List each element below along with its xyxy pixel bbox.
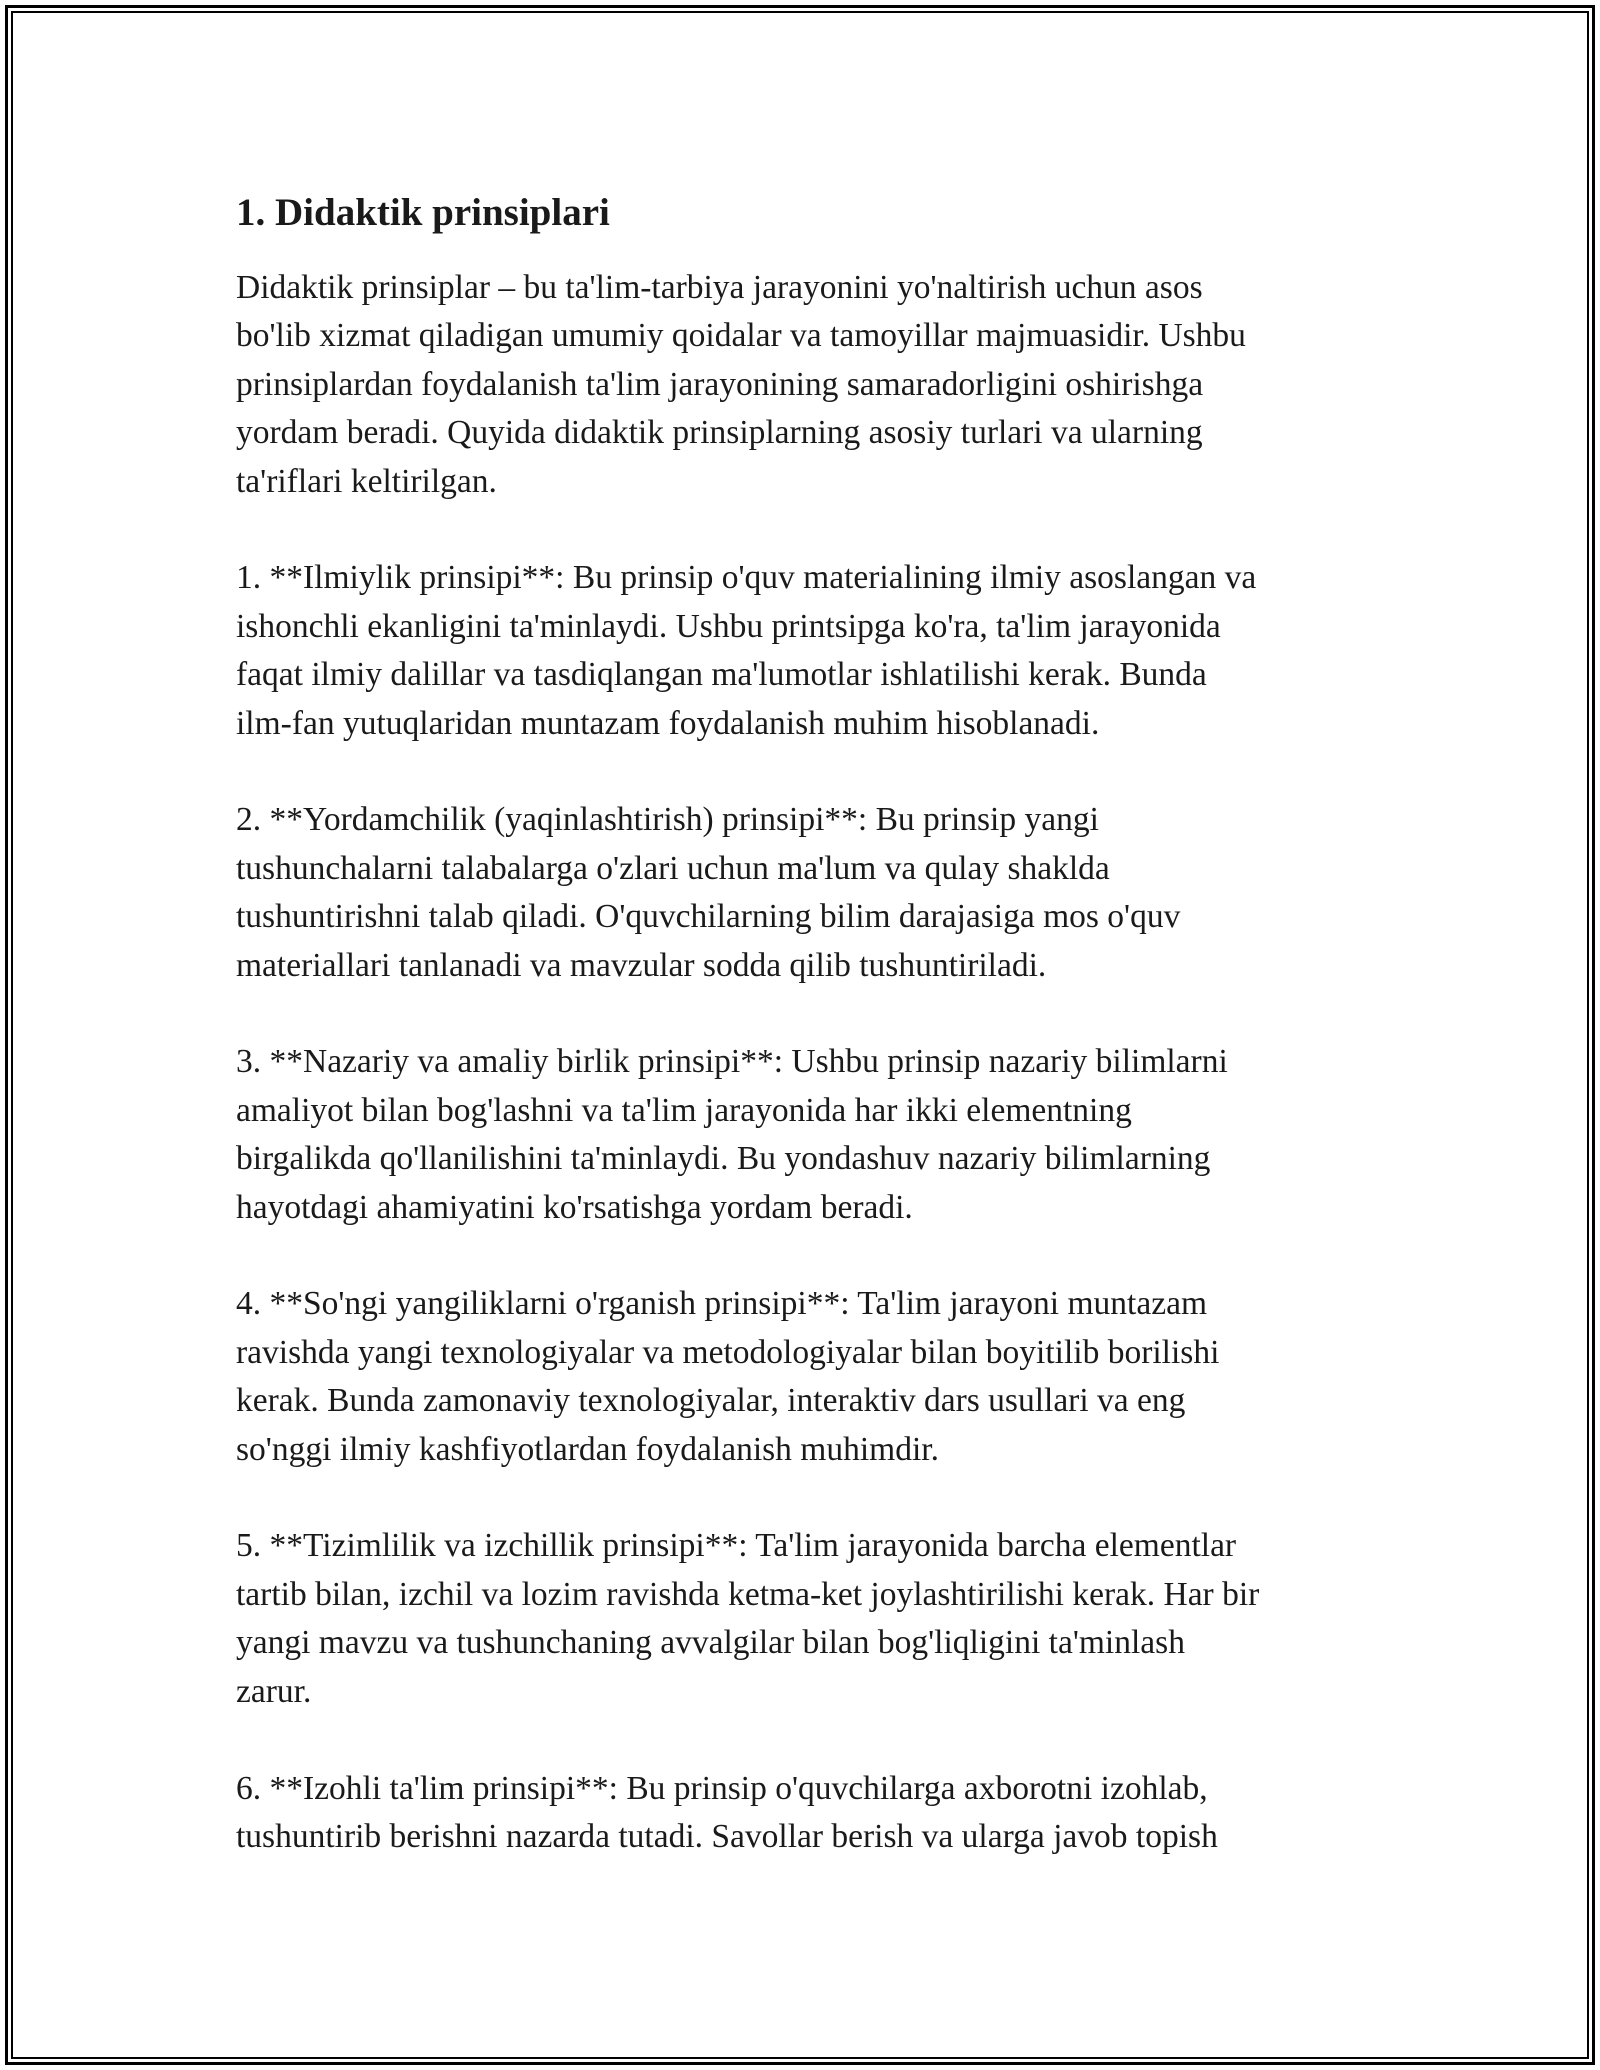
- principle-paragraph-2: 2. **Yordamchilik (yaqinlashtirish) prinsipi**: Bu prinsip yangi tushunchalarni talabalarga o'zlari uchun ma'lum va qulay shaklda tushuntirishni talab qiladi. O'quvchilarning bilim darajasiga mos o'quv materiallari tanlanadi va mavzular sodda qilib tushuntiriladi.: [236, 801, 1181, 984]
- document-title: 1. Didaktik prinsiplari: [236, 191, 610, 234]
- principle-paragraph-4: 4. **So'ngi yangiliklarni o'rganish prinsipi**: Ta'lim jarayoni muntazam ravishda yangi texnologiyalar va metodologiyalar bilan boyitilib borilishi kerak. Bunda zamonaviy texnologiyalar, interaktiv dars usullari va eng so'nggi ilmiy kashfiyotlardan foydalanish muhimdir.: [236, 1285, 1220, 1468]
- principle-paragraph-1: 1. **Ilmiylik prinsipi**: Bu prinsip o'quv materialining ilmiy asoslangan va ishonchli ekanligini ta'minlaydi. Ushbu printsipga ko'ra, ta'lim jarayonida faqat ilmiy dalillar va tasdiqlangan ma'lumotlar ishlatilishi kerak. Bunda ilm-fan yutuqlaridan muntazam foydalanish muhim hisoblanadi.: [236, 559, 1257, 742]
- principle-paragraph-5: 5. **Tizimlilik va izchillik prinsipi**: Ta'lim jarayonida barcha elementlar tartib bilan, izchil va lozim ravishda ketma-ket joylashtirilishi kerak. Har bir yangi mavzu va tushunchaning avvalgilar bilan bog'liqligini ta'minlash zarur.: [236, 1527, 1260, 1710]
- principle-paragraph-3: 3. **Nazariy va amaliy birlik prinsipi**: Ushbu prinsip nazariy bilimlarni amaliyot bilan bog'lashni va ta'lim jarayonida har ikki elementning birgalikda qo'llanilishini ta'minlaydi. Bu yondashuv nazariy bilimlarning hayotdagi ahamiyatini ko'rsatishga yordam beradi.: [236, 1043, 1228, 1226]
- document-body: [236, 186, 1376, 1910]
- principle-paragraph-6: 6. **Izohli ta'lim prinsipi**: Bu prinsip o'quvchilarga axborotni izohlab, tushuntirib berishni nazarda tutadi. Savollar berish va ularga javob topish: [236, 1769, 1218, 1855]
- intro-paragraph: Didaktik prinsiplar – bu ta'lim-tarbiya jarayonini yo'naltirish uchun asos bo'lib xizmat qiladigan umumiy qoidalar va tamoyillar majmuasidir. Ushbu prinsiplardan foydalanish ta'lim jarayonining samaradorligini oshirishga yordam beradi. Quyida didaktik prinsiplarning asosiy turlari va ularning ta'riflari keltirilgan.: [236, 269, 1246, 500]
